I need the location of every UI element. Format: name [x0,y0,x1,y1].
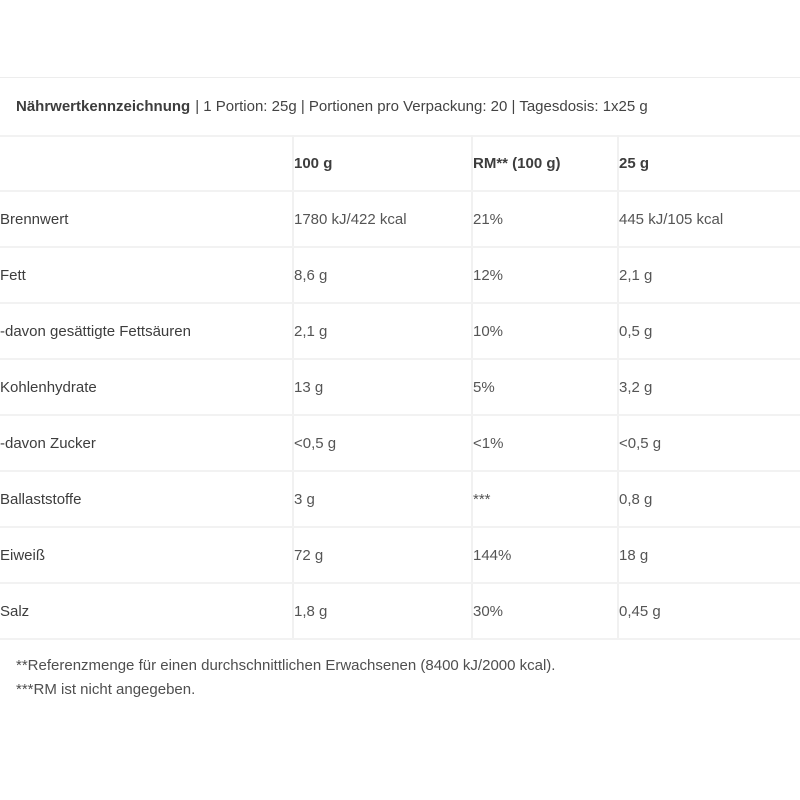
table-row [0,247,800,303]
table-row [0,415,800,471]
value-rm: *** [472,471,618,527]
value-rm: 30% [472,583,618,639]
table-row [0,191,800,247]
value-25g: 445 kJ/105 kcal [618,191,800,247]
table-row [0,303,800,359]
table-row [0,471,800,527]
value-rm: 5% [472,359,618,415]
value-100g: 8,6 g [293,247,472,303]
column-header-rm: RM** (100 g) [472,136,618,191]
nutrition-table [0,135,800,640]
value-25g: <0,5 g [618,415,800,471]
value-100g: 13 g [293,359,472,415]
row-label: -davon gesättigte Fettsäuren [0,303,293,359]
value-rm: 10% [472,303,618,359]
table-row [0,359,800,415]
row-label: Salz [0,583,293,639]
value-25g: 18 g [618,527,800,583]
value-100g: 1780 kJ/422 kcal [293,191,472,247]
column-header-100g: 100 g [293,136,472,191]
row-label: Ballaststoffe [0,471,293,527]
value-rm: 144% [472,527,618,583]
value-rm: <1% [472,415,618,471]
value-25g: 2,1 g [618,247,800,303]
value-25g: 0,8 g [618,471,800,527]
value-100g: 72 g [293,527,472,583]
column-header-empty [0,136,293,191]
table-row [0,527,800,583]
value-100g: <0,5 g [293,415,472,471]
row-label: Kohlenhydrate [0,359,293,415]
table-row [0,583,800,639]
nutrition-title: Nährwertkennzeichnung [16,98,191,115]
row-label: Eiweiß [0,527,293,583]
value-100g: 3 g [293,471,472,527]
value-100g: 2,1 g [293,303,472,359]
nutrition-header [0,78,800,135]
row-label: Fett [0,247,293,303]
serving-details: | 1 Portion: 25g | Portionen pro Verpackung: 20 | Tagesdosis: 1x25 g [195,98,648,115]
value-100g: 1,8 g [293,583,472,639]
row-label: -davon Zucker [0,415,293,471]
table-header-row [0,136,800,191]
value-rm: 21% [472,191,618,247]
value-25g: 0,45 g [618,583,800,639]
column-header-25g: 25 g [618,136,800,191]
value-25g: 0,5 g [618,303,800,359]
footnote-rm-not-given: ***RM ist nicht angegeben. [16,681,196,698]
value-25g: 3,2 g [618,359,800,415]
nutrition-panel [0,77,800,697]
row-label: Brennwert [0,191,293,247]
footnotes [0,640,800,697]
value-rm: 12% [472,247,618,303]
footnote-reference-amount: **Referenzmenge für einen durchschnittlichen Erwachsenen (8400 kJ/2000 kcal). [16,657,556,674]
